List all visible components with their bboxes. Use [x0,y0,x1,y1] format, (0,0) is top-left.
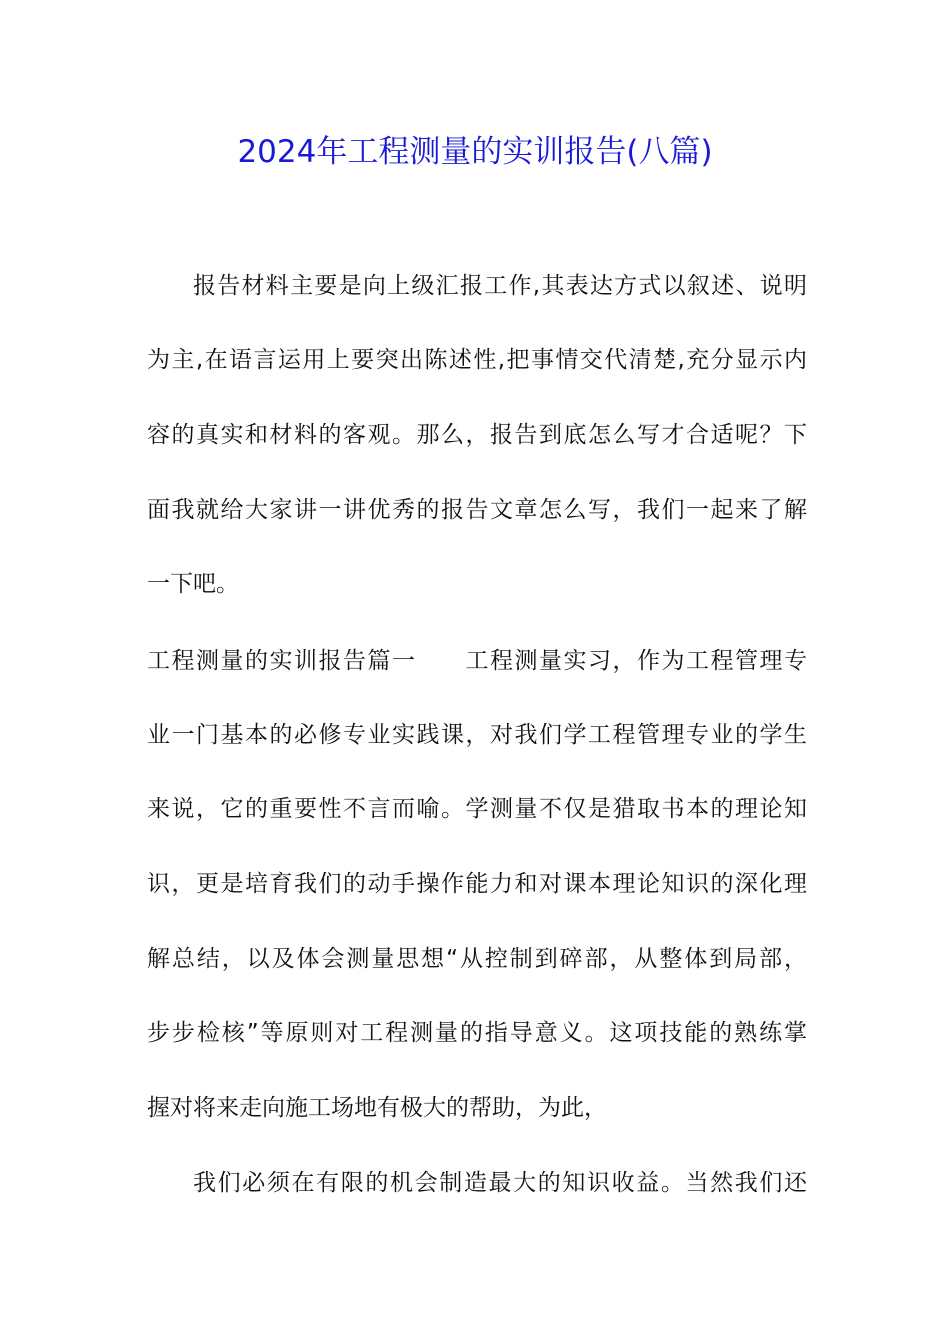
paragraph-line: 容的真实和材料的客观。那么，报告到底怎么写才合适呢？下 [147,422,807,448]
paragraph-line: 步步检核”等原则对工程测量的指导意义。这项技能的熟练掌 [147,1020,807,1046]
paragraph-line: 我们必须在有限的机会制造最大的知识收益。当然我们还 [193,1170,807,1196]
paragraph-line: 解总结，以及体会测量思想“从控制到碎部，从整体到局部， [147,946,807,972]
paragraph-line: 为主,在语言运用上要突出陈述性,把事情交代清楚,充分显示内 [147,347,807,373]
paragraph-line: 握对将来走向施工场地有极大的帮助，为此， [147,1095,607,1121]
paragraph-line: 报告材料主要是向上级汇报工作,其表达方式以叙述、说明 [193,273,807,299]
paragraph-line: 面我就给大家讲一讲优秀的报告文章怎么写，我们一起来了解 [147,497,807,523]
paragraph-line: 业一门基本的必修专业实践课，对我们学工程管理专业的学生 [147,722,807,748]
paragraph-line: 识，更是培育我们的动手操作能力和对课本理论知识的深化理 [147,871,807,897]
paragraph-line: 一下吧。 [147,571,239,597]
paragraph-line: 工程测量的实训报告篇一 工程测量实习，作为工程管理专 [147,648,807,674]
document-title: 2024年工程测量的实训报告(八篇) [237,134,713,170]
paragraph-line: 来说，它的重要性不言而喻。学测量不仅是猎取书本的理论知 [147,796,807,822]
